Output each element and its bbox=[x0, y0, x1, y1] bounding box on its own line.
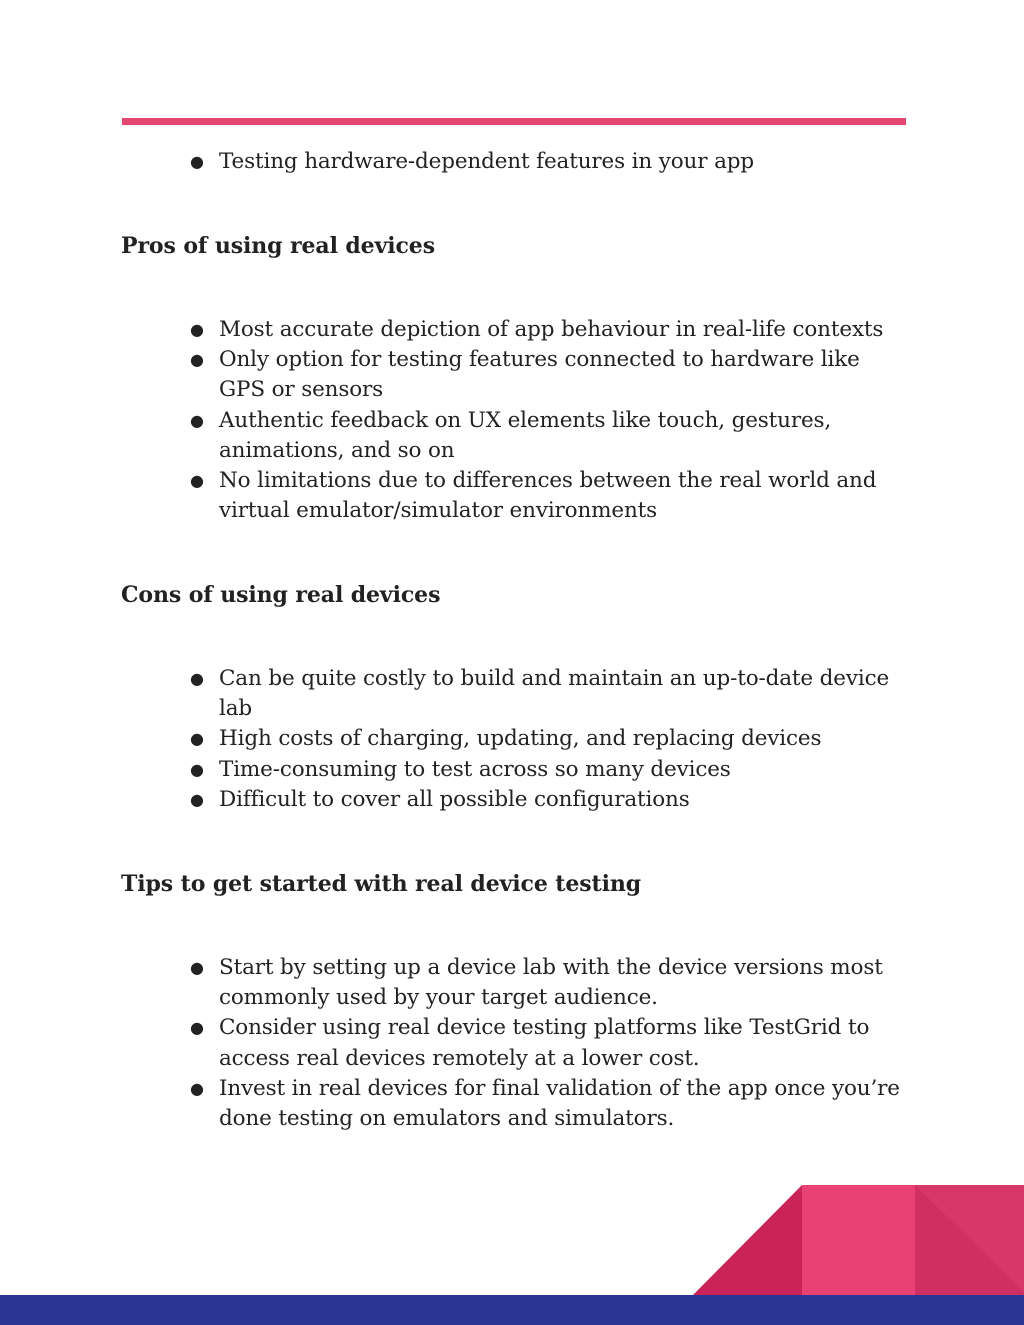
list-item-text: Most accurate depiction of app behaviour in real-life contexts bbox=[219, 317, 884, 342]
list-item bbox=[190, 406, 902, 466]
corner-pink-panel bbox=[802, 1185, 915, 1296]
bullet-dot-icon: ● bbox=[190, 410, 204, 430]
corner-decoration bbox=[680, 1180, 1024, 1296]
intro-bullet-list bbox=[190, 147, 902, 177]
list-item-text: Consider using real device testing platforms like TestGrid to access real devices remotely at a lower cost. bbox=[219, 1015, 870, 1071]
list-item-text: Can be quite costly to build and maintain an up-to-date device lab bbox=[219, 666, 890, 722]
list-item bbox=[190, 785, 902, 815]
cons-bullet-list bbox=[190, 664, 902, 815]
corner-crimson-triangle bbox=[692, 1185, 802, 1296]
list-item-text: High costs of charging, updating, and replacing devices bbox=[219, 726, 822, 752]
bullet-dot-icon: ● bbox=[190, 789, 204, 809]
section-heading-cons: Cons of using real devices bbox=[121, 582, 441, 608]
bullet-dot-icon: ● bbox=[190, 1078, 204, 1098]
list-item bbox=[190, 953, 902, 1013]
section-heading-pros: Pros of using real devices bbox=[121, 233, 435, 259]
pros-bullet-list bbox=[190, 315, 902, 526]
bullet-dot-icon: ● bbox=[190, 958, 204, 977]
list-item-text: Testing hardware-dependent features in your app bbox=[219, 149, 754, 174]
bullet-dot-icon: ● bbox=[190, 152, 204, 171]
list-item bbox=[190, 315, 902, 345]
list-item bbox=[190, 1074, 902, 1134]
list-item-text: Time-consuming to test across so many devices bbox=[219, 756, 731, 782]
list-item-text: Start by setting up a device lab with the device versions most commonly used by your target audience. bbox=[219, 955, 883, 1011]
list-item-text: No limitations due to differences between the real world and virtual emulator/simulator environments bbox=[219, 468, 877, 524]
list-item-text: Authentic feedback on UX elements like touch, gestures, animations, and so on bbox=[219, 407, 832, 463]
bullet-dot-icon: ● bbox=[190, 471, 204, 491]
bullet-dot-icon: ● bbox=[190, 320, 204, 339]
section-heading-tips: Tips to get started with real device testing bbox=[121, 871, 642, 897]
list-item bbox=[190, 724, 902, 754]
bullet-dot-icon: ● bbox=[190, 350, 204, 370]
bullet-dot-icon: ● bbox=[190, 729, 204, 749]
list-item bbox=[190, 466, 902, 526]
list-item bbox=[190, 1013, 902, 1073]
list-item-text: Difficult to cover all possible configurations bbox=[219, 786, 690, 812]
list-item-text: Invest in real devices for final validation of the app once you’re done testing on emulators and simulators. bbox=[219, 1075, 900, 1132]
list-item bbox=[190, 147, 902, 177]
list-item bbox=[190, 755, 902, 785]
top-accent-rule bbox=[122, 118, 906, 125]
bullet-dot-icon: ● bbox=[190, 1018, 204, 1038]
list-item bbox=[190, 664, 902, 724]
bullet-dot-icon: ● bbox=[190, 669, 204, 688]
list-item-text: Only option for testing features connected to hardware like GPS or sensors bbox=[219, 347, 860, 403]
bullet-dot-icon: ● bbox=[190, 759, 204, 779]
footer-band bbox=[0, 1295, 1024, 1325]
list-item bbox=[190, 345, 902, 405]
tips-bullet-list bbox=[190, 953, 902, 1134]
